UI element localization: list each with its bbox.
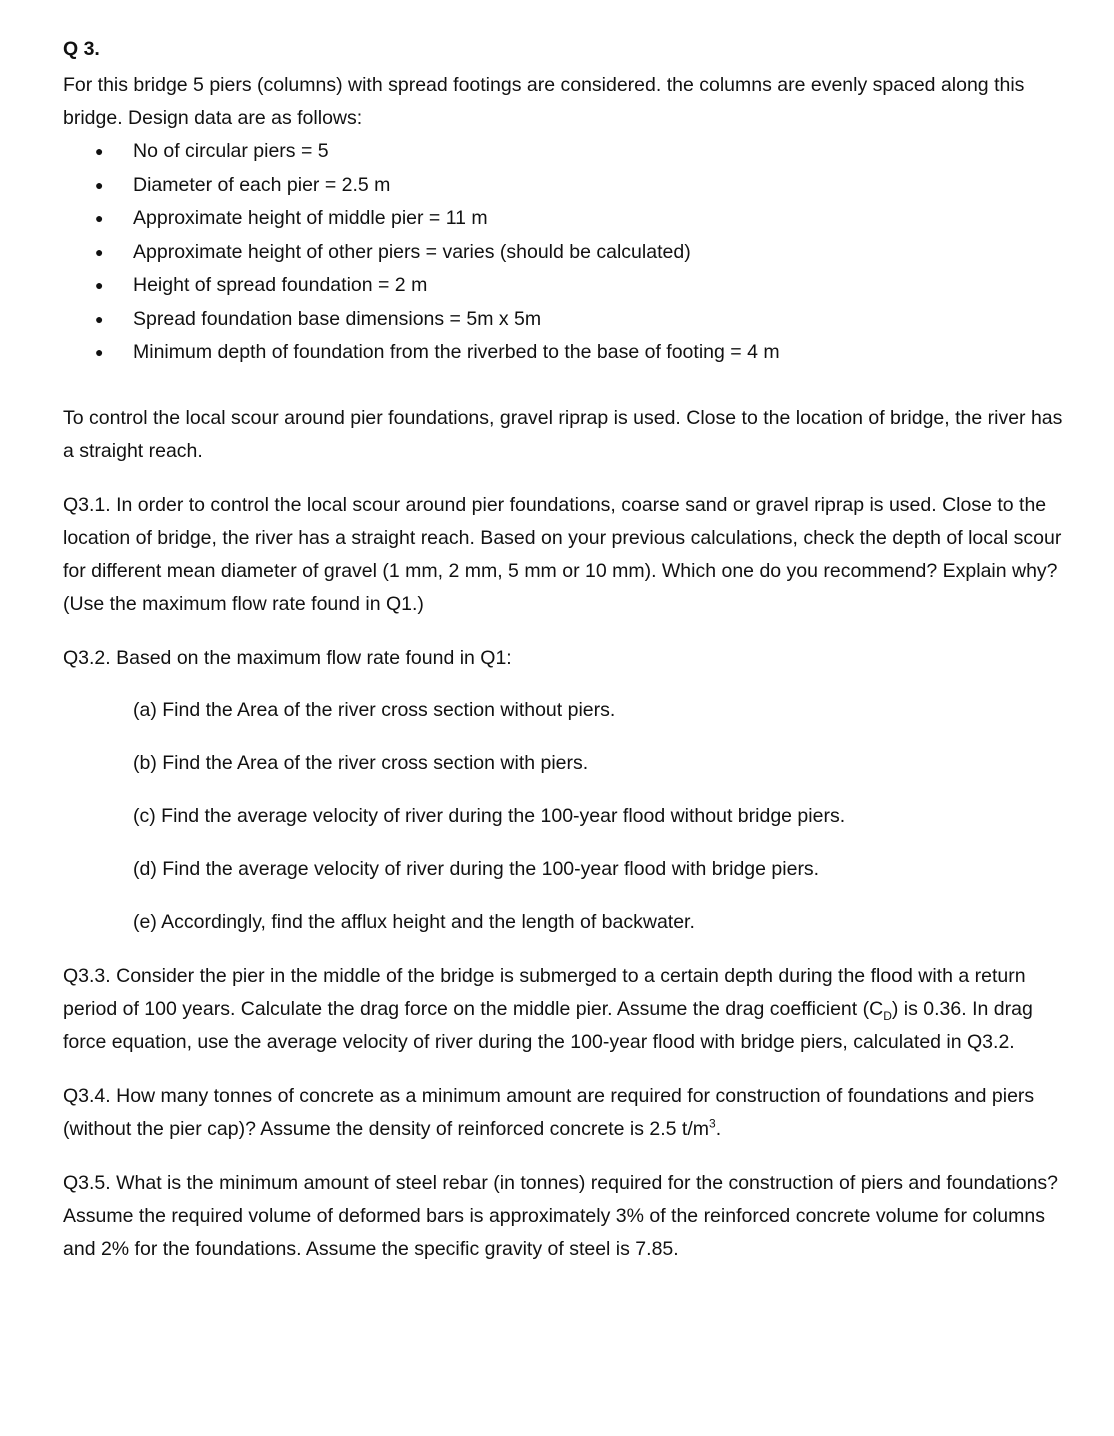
list-item: ● No of circular piers = 5	[133, 135, 1074, 169]
question-3-2-intro: Q3.2. Based on the maximum flow rate found in Q1:	[63, 646, 512, 669]
question-3-2-part-d: (d) Find the average velocity of river during the 100-year flood with bridge piers.	[133, 857, 820, 880]
question-3-5: Q3.5. What is the minimum amount of steel rebar (in tonnes) required for the construction of piers and foundations? Assume the required volume of deformed bars is approximately 3% of the reinforced concrete volume for columns and 2% for the foundations. Assume the specific gravity of steel is 7.85.	[63, 1171, 1059, 1260]
bullet-icon: ●	[95, 210, 104, 226]
list-item: ● Approximate height of other piers = varies (should be calculated)	[133, 236, 1074, 270]
list-item: ● Minimum depth of foundation from the riverbed to the base of footing = 4 m	[133, 336, 1074, 370]
question-3-2-part-e: (e) Accordingly, find the afflux height and the length of backwater.	[133, 910, 695, 933]
riprap-note: To control the local scour around pier foundations, gravel riprap is used. Close to the location of bridge, the river has a straight reach.	[63, 406, 1063, 462]
list-item: ● Approximate height of middle pier = 11 m	[133, 202, 1074, 236]
question-3-2-part-b: (b) Find the Area of the river cross section with piers.	[133, 751, 589, 774]
bullet-icon: ●	[95, 143, 104, 159]
list-item: ● Spread foundation base dimensions = 5m x 5m	[133, 303, 1074, 337]
bullet-icon: ●	[95, 310, 104, 327]
bullet-icon: ●	[95, 176, 104, 193]
question-3-3: Q3.3. Consider the pier in the middle of the bridge is submerged to a certain depth during the flood with a return period of 100 years. Calculate the drag force on the middle pier. Assume the drag coefficient $(C_D)$ is 0.36. In drag force equation, use the average velocity of river during the 100-year flood with bridge piers, calculated in Q3.2.	[63, 964, 1033, 1053]
design-data-list	[63, 135, 1074, 370]
question-3-4: Q3.4. How many tonnes of concrete as a minimum amount are required for construction of foundations and piers (without the pier cap)? Assume the density of reinforced concrete is 2.5 $t/m^3$.	[63, 1084, 1035, 1140]
list-item: ● Height of spread foundation = 2 m	[133, 269, 1074, 303]
list-item: ● Diameter of each pier = 2.5 m	[133, 169, 1074, 203]
question-3-1: Q3.1. In order to control the local scour around pier foundations, coarse sand or gravel riprap is used. Close to the location of bridge, the river has a straight reach. Based on your previous calculations, check the depth of local scour for different mean diameter of gravel (1 mm, 2 mm, 5 mm or 10 mm). Which one do you recommend? Explain why? (Use the maximum flow rate found in Q1.)	[63, 493, 1062, 615]
bullet-icon: ●	[95, 344, 104, 360]
question-3-2-parts	[63, 694, 1074, 939]
bullet-icon: ●	[95, 277, 104, 293]
intro-paragraph: For this bridge 5 piers (columns) with spread footings are considered. the columns are evenly spaced along this bridge. Design data are as follows:	[63, 74, 1025, 129]
question-3-2-part-c: (c) Find the average velocity of river during the 100-year flood without bridge piers.	[133, 804, 846, 827]
question-3-2-part-a: (a) Find the Area of the river cross section without piers.	[133, 698, 616, 721]
question-heading: Q 3.	[63, 38, 100, 60]
bullet-icon: ●	[95, 243, 104, 260]
